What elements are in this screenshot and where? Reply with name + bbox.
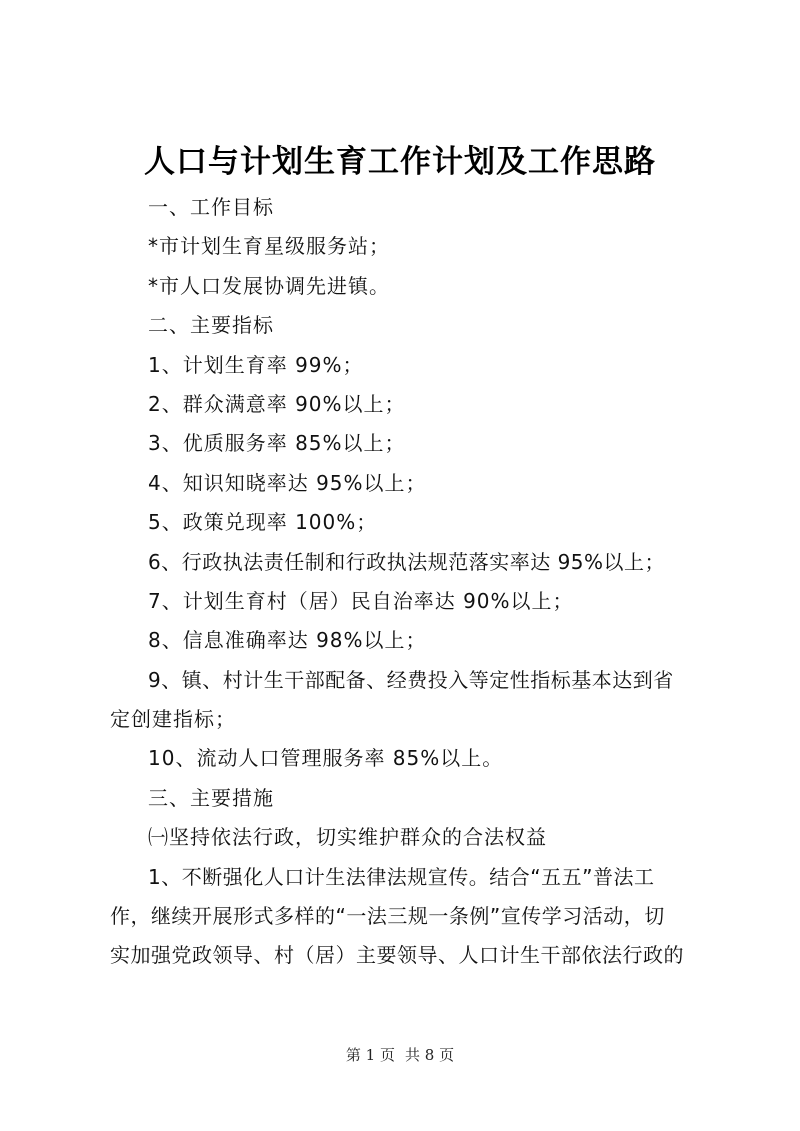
paragraph-line: 定创建指标； [110, 707, 236, 732]
paragraph-line: 2、群众满意率 90%以上； [148, 391, 406, 416]
section-heading: 二、主要指标 [148, 313, 274, 338]
document-body [110, 188, 710, 976]
paragraph-line: 4、知识知晓率达 95%以上； [148, 470, 427, 495]
paragraph-line: 6、行政执法责任制和行政执法规范落实率达 95%以上； [148, 549, 666, 574]
paragraph-line: 实加强党政领导、村（居）主要领导、人口计生干部依法行政的 [110, 943, 684, 968]
page-total: 共 8 页 [405, 1046, 455, 1064]
paragraph-line: 9、镇、村计生干部配备、经费投入等定性指标基本达到省 [148, 667, 674, 692]
paragraph-line: 作，继续开展形式多样的“一法三规一条例”宣传学习活动，切 [110, 904, 665, 929]
paragraph-line: 7、计划生育村（居）民自治率达 90%以上； [148, 588, 574, 613]
paragraph-line: 1、计划生育率 99%； [148, 352, 364, 377]
paragraph-line: 10、流动人口管理服务率 85%以上。 [148, 746, 504, 771]
paragraph-line: 5、政策兑现率 100%； [148, 510, 378, 535]
page-footer [0, 1044, 800, 1065]
section-heading: 一、工作目标 [148, 195, 274, 219]
paragraph-line: *市计划生育星级服务站； [148, 234, 390, 259]
page-number: 第 1 页 [345, 1046, 395, 1064]
section-heading: 三、主要措施 [148, 785, 274, 810]
document-title: 人口与计划生育工作计划及工作思路 [144, 144, 656, 180]
paragraph-line: 1、不断强化人口计生法律法规宣传。结合“五五”普法工 [148, 864, 655, 889]
paragraph-line: *市人口发展协调先进镇。 [148, 273, 390, 298]
paragraph-line: 3、优质服务率 85%以上； [148, 431, 406, 456]
paragraph-line: 8、信息准确率达 98%以上； [148, 628, 427, 653]
subsection-heading: ㈠坚持依法行政，切实维护群众的合法权益 [148, 825, 547, 850]
